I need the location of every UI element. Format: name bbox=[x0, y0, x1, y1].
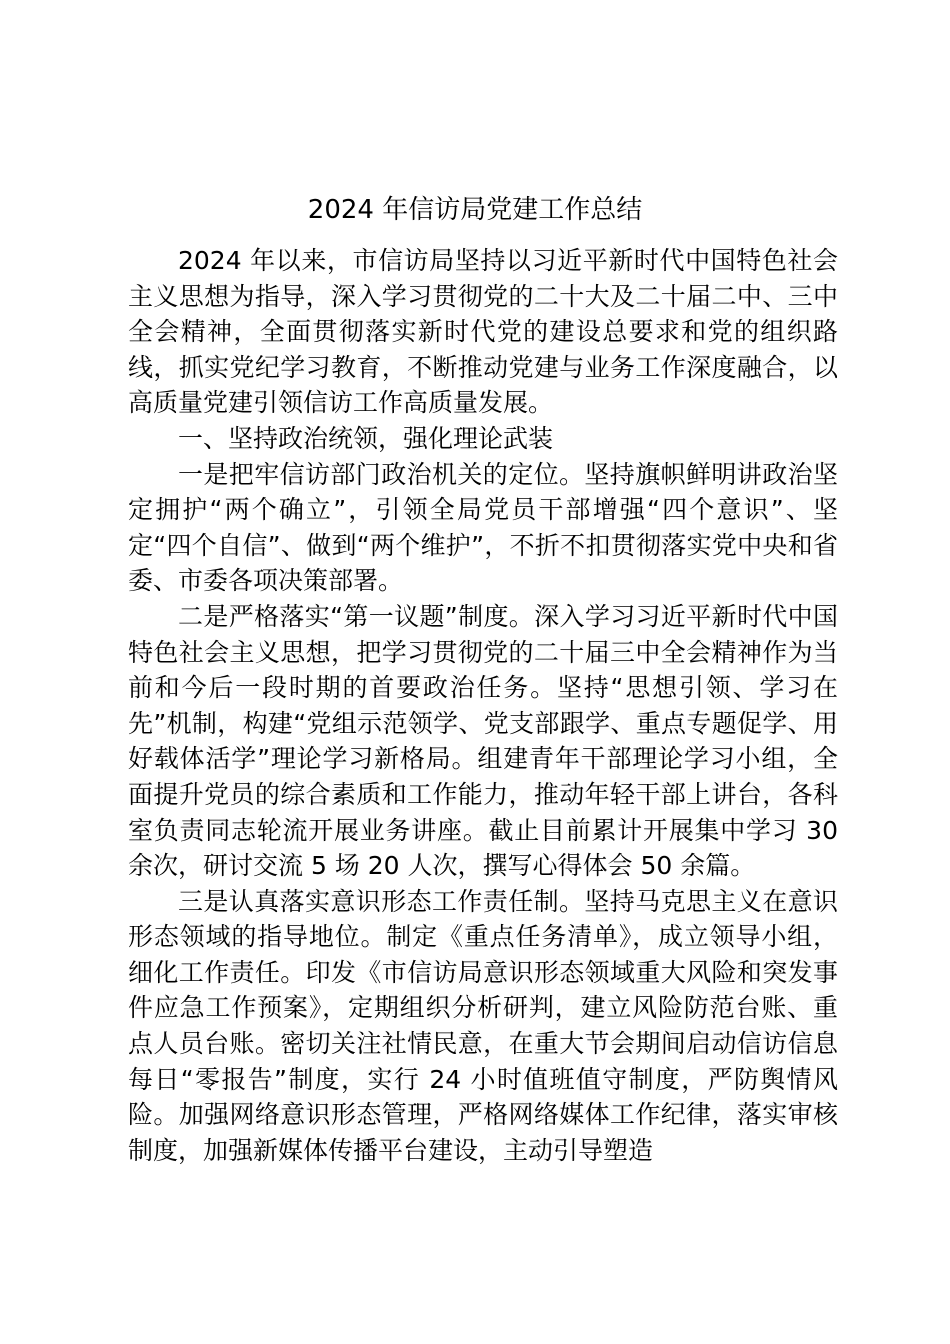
document-body bbox=[128, 243, 838, 1168]
document-title: 2024 年信访局党建工作总结 bbox=[307, 195, 643, 225]
intro-paragraph: 2024 年以来，市信访局坚持以习近平新时代中国特色社会主义思想为指导，深入学习贯彻党的二十大及二十届二中、三中全会精神，全面贯彻落实新时代党的建设总要求和党的组织路线，抓实党纪学习教育，不断推动党建与业务工作深度融合，以高质量党建引领信访工作高质量发展。 bbox=[128, 246, 838, 418]
paragraph-point-3: 三是认真落实意识形态工作责任制。坚持马克思主义在意识形态领域的指导地位。制定《重点任务清单》，成立领导小组，细化工作责任。印发《市信访局意识形态领域重大风险和突发事件应急工作预案》，定期组织分析研判，建立风险防范台账、重点人员台账。密切关注社情民意，在重大节会期间启动信访信息每日“零报告”制度，实行 24 小时值班值守制度，严防舆情风险。加强网络意识形态管理，严格网络媒体工作纪律，落实审核制度，加强新媒体传播平台建设，主动引导塑造 bbox=[128, 886, 838, 1165]
section-heading-1: 一、坚持政治统领，强化理论武装 bbox=[178, 423, 554, 453]
paragraph-point-2: 二是严格落实“第一议题”制度。深入学习习近平新时代中国特色社会主义思想，把学习贯彻党的二十届三中全会精神作为当前和今后一段时期的首要政治任务。坚持“思想引领、学习在先”机制，构建“党组示范领学、党支部跟学、重点专题促学、用好载体活学”理论学习新格局。组建青年干部理论学习小组，全面提升党员的综合素质和工作能力，推动年轻干部上讲台，各科室负责同志轮流开展业务讲座。截止目前累计开展集中学习 30 余次，研讨交流 5 场 20 人次，撰写心得体会 50 余篇。 bbox=[128, 601, 838, 881]
paragraph-point-1: 一是把牢信访部门政治机关的定位。坚持旗帜鲜明讲政治坚定拥护“两个确立”，引领全局党员干部增强“四个意识”、坚定“四个自信”、做到“两个维护”，不折不扣贯彻落实党中央和省委、市委各项决策部署。 bbox=[128, 459, 838, 596]
